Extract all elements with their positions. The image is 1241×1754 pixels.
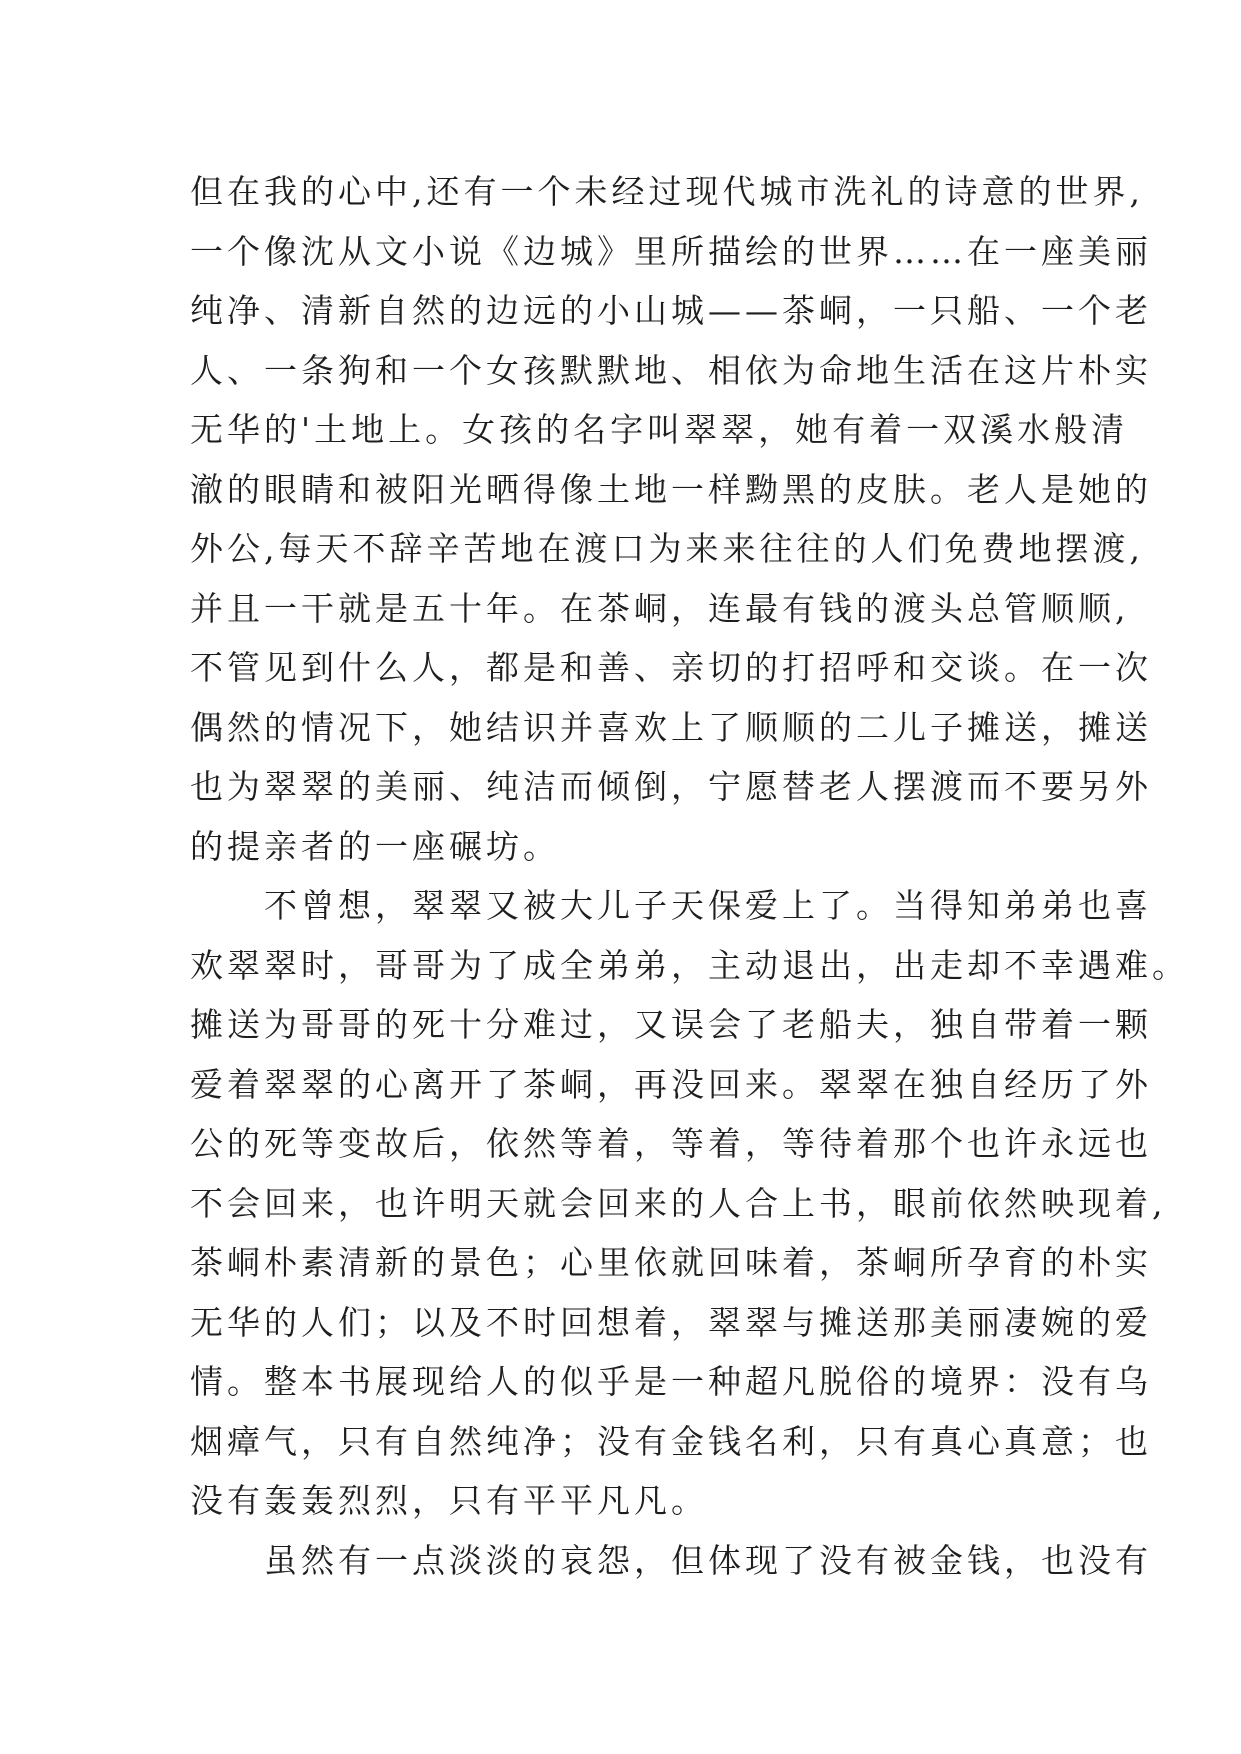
text-line: 不管见到什么人，都是和善、亲切的打招呼和交谈。在一次 bbox=[190, 648, 1152, 687]
text-line: 人、一条狗和一个女孩默默地、相依为命地生活在这片朴实 bbox=[190, 350, 1152, 390]
text-line: 但在我的心中,还有一个未经过现代城市洗礼的诗意的世界, bbox=[190, 172, 1144, 211]
text-line: 公的死等变故后，依然等着，等着，等待着那个也许永远也 bbox=[190, 1124, 1152, 1163]
text-line: 爱着翠翠的心离开了茶峒，再没回来。翠翠在独自经历了外 bbox=[190, 1064, 1152, 1104]
text-line: 澈的眼睛和被阳光晒得像土地一样黝黑的皮肤。老人是她的 bbox=[190, 469, 1152, 509]
text-line: 情。整本书展现给人的似乎是一种超凡脱俗的境界：没有乌 bbox=[190, 1362, 1152, 1401]
text-line: 欢翠翠时，哥哥为了成全弟弟，主动退出，出走却不幸遇难。 bbox=[190, 945, 1189, 985]
text-line: 摊送为哥哥的死十分难过，又误会了老船夫，独自带着一颗 bbox=[190, 1005, 1152, 1044]
text-line: 烟瘴气，只有自然纯净；没有金钱名利，只有真心真意；也 bbox=[190, 1421, 1152, 1461]
text-line: 不曾想，翠翠又被大儿子天保爱上了。当得知弟弟也喜 bbox=[190, 886, 1152, 925]
text-line: 一个像沈从文小说《边城》里所描绘的世界……在一座美丽 bbox=[190, 231, 1152, 271]
text-line: 无华的人们；以及不时回想着，翠翠与摊送那美丽凄婉的爱 bbox=[190, 1302, 1152, 1342]
text-line: 没有轰轰烈烈，只有平平凡凡。 bbox=[190, 1481, 708, 1520]
text-line: 无华的'土地上。女孩的名字叫翠翠，她有着一双溪水般清 bbox=[190, 410, 1129, 449]
text-line: 不会回来，也许明天就会回来的人合上书，眼前依然映现着, bbox=[190, 1183, 1167, 1223]
text-line: 纯净、清新自然的边远的小山城——茶峒，一只船、一个老 bbox=[190, 291, 1152, 330]
body-text bbox=[190, 162, 1189, 1590]
text-line: 偶然的情况下，她结识并喜欢上了顺顺的二儿子摊送，摊送 bbox=[190, 707, 1152, 747]
text-line: 并且一干就是五十年。在茶峒，连最有钱的渡头总管顺顺, bbox=[190, 588, 1130, 628]
text-line: 也为翠翠的美丽、纯洁而倾倒，宁愿替老人摆渡而不要另外 bbox=[190, 767, 1152, 806]
text-line: 的提亲者的一座碾坊。 bbox=[190, 826, 560, 866]
text-line: 外公,每天不辞辛苦地在渡口为来来往往的人们免费地摆渡, bbox=[190, 529, 1144, 568]
text-line: 茶峒朴素清新的景色；心里依就回味着，茶峒所孕育的朴实 bbox=[190, 1243, 1152, 1282]
text-line: 虽然有一点淡淡的哀怨，但体现了没有被金钱，也没有 bbox=[190, 1540, 1152, 1580]
